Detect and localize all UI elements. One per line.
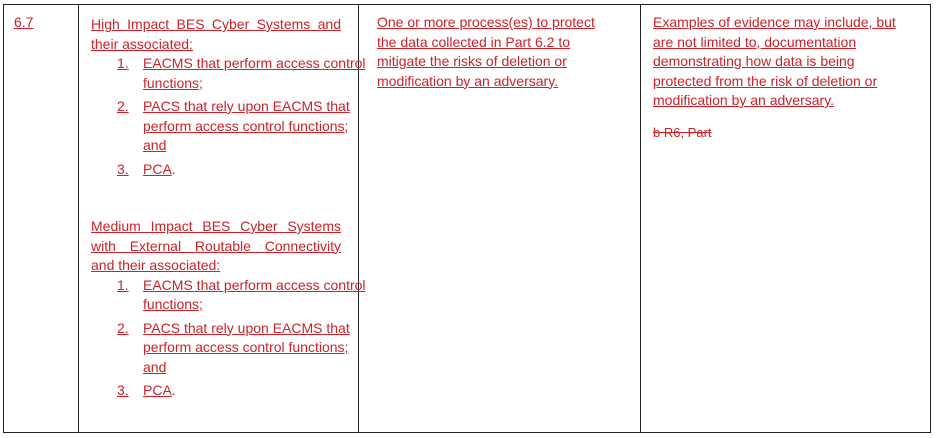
list-item-text: functions; [143,296,203,312]
list-item-suffix: . [171,382,176,398]
part-number: 6.7 [14,14,34,30]
list-number: 1. [117,276,129,293]
list-number: 3. [117,160,129,177]
list-item [91,276,366,315]
list-number: 2. [117,319,129,336]
list-item-text: perform access control functions; [143,339,349,355]
table-row [4,5,931,433]
list-item-text: PCA [143,382,172,398]
list-item-suffix: . [171,160,176,177]
medium-impact-heading-line-3: and their associated: [91,257,221,273]
list-number: 3. [117,382,129,398]
medium-impact-heading-line-1: Medium Impact BES Cyber Systems [91,218,341,234]
evidence-line: Examples of evidence may include, but [653,14,896,30]
list-item-text: PACS that rely upon EACMS that [143,319,350,336]
measures-text [359,5,617,91]
list-number: 1. [117,55,129,71]
list-item-text: and [143,358,167,375]
measures-line: One or more process(es) to protect [377,14,595,30]
list-item-text: EACMS that perform access control [143,55,366,71]
part-cell [4,5,79,433]
list-item [91,97,358,156]
measures-line: mitigate the risks of deletion or [377,53,567,69]
medium-impact-heading-line-2: with External Routable Connectivity [91,237,341,254]
list-item-text: perform access control functions; [143,117,349,134]
measures-cell [359,5,641,433]
evidence-text [641,5,913,142]
list-item [91,160,358,180]
list-item-text: PACS that rely upon EACMS that [143,98,350,114]
evidence-line: are not limited to, documentation [653,33,857,50]
list-item-text: and [143,137,167,153]
high-impact-list [91,54,366,179]
high-impact-heading-line-1: High Impact BES Cyber Systems and [91,16,341,32]
evidence-line: protected from the risk of deletion or [653,72,878,89]
measures-line: the data collected in Part 6.2 to [377,33,571,50]
evidence-cell [641,5,931,433]
medium-impact-list [91,276,366,401]
medium-impact-heading [91,217,341,276]
evidence-line: demonstrating how data is being [653,53,855,69]
struck-reference: b R6, Part [653,124,712,140]
evidence-line: modification by an adversary. [653,92,835,108]
requirements-table [3,4,931,433]
measures-line: modification by an adversary. [377,72,559,89]
list-item-text: PCA [143,160,172,177]
high-impact-heading [91,15,341,54]
applicable-systems-cell [79,5,366,433]
list-item [91,319,358,378]
high-impact-heading-line-2: their associated: [91,35,193,52]
list-item [91,381,358,401]
list-number: 2. [117,98,129,114]
list-item [91,54,366,93]
list-item-text: EACMS that perform access control [143,276,366,293]
list-item-text: functions; [143,74,203,91]
